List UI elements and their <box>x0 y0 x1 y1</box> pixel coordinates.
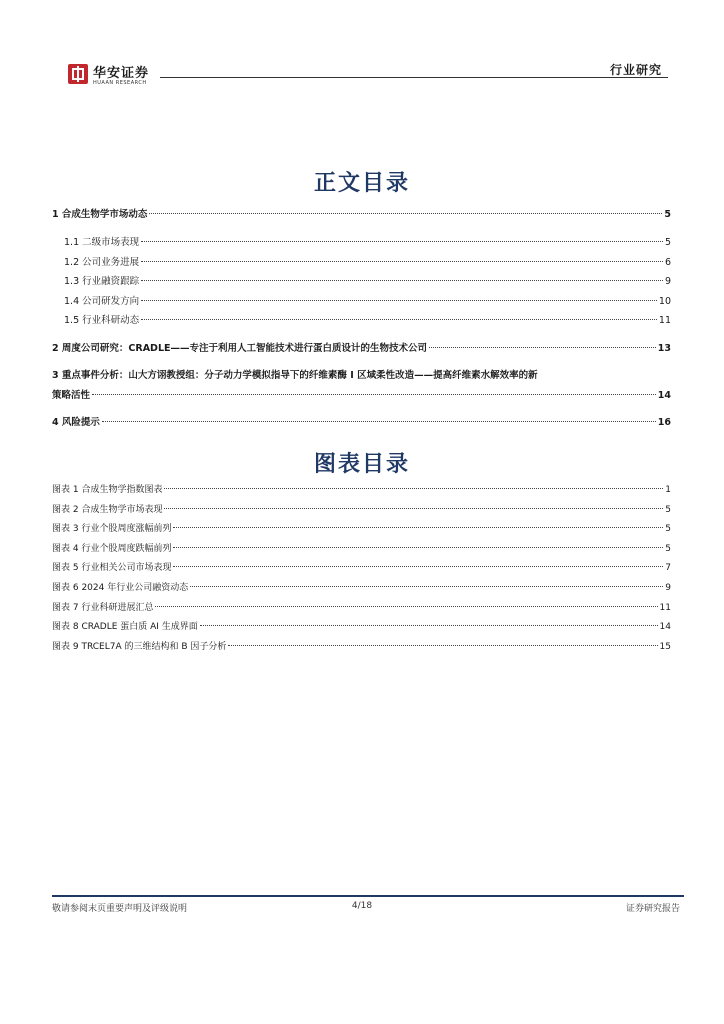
figure-entry[interactable] <box>52 523 671 535</box>
toc-entry-label: 4 风险提示 <box>52 417 100 428</box>
footer-report-type: 证券研究报告 <box>625 904 680 914</box>
toc-entry[interactable] <box>52 343 671 355</box>
toc-entry[interactable] <box>52 237 671 249</box>
toc-entry-page: 5 <box>664 237 671 248</box>
figure-entry[interactable] <box>52 602 671 614</box>
brand-name: 华安证券 <box>93 66 150 81</box>
leader-dots <box>228 645 657 646</box>
toc-entry-page: 14 <box>657 390 671 401</box>
report-section: 行业研究 <box>609 63 662 77</box>
leader-dots <box>173 527 663 528</box>
toc-title: 正文目录 <box>313 170 410 196</box>
figure-entry-label: 图表 8 CRADLE 蛋白质 AI 生成界面 <box>52 622 198 632</box>
figure-entry-page: 11 <box>659 603 671 613</box>
leader-dots <box>102 421 656 422</box>
leader-dots <box>149 213 662 214</box>
leader-dots <box>164 488 663 489</box>
leader-dots <box>429 347 656 348</box>
toc-entry[interactable] <box>52 315 671 327</box>
figure-entry-label: 图表 2 合成生物学市场表现 <box>52 505 163 515</box>
leader-dots <box>92 394 656 395</box>
page-number: 4/18 <box>351 901 373 911</box>
figure-entry-page: 5 <box>665 524 671 534</box>
figure-entry-page: 15 <box>659 642 671 652</box>
toc-entry[interactable] <box>52 276 671 288</box>
toc-entry-page: 16 <box>657 417 671 428</box>
toc-entry-page: 9 <box>664 276 671 287</box>
figure-entry[interactable] <box>52 543 671 555</box>
footer-divider <box>52 895 684 897</box>
toc-entry[interactable] <box>52 209 671 221</box>
figure-entry[interactable] <box>52 641 671 653</box>
toc-entry-label: 1.4 公司研发方向 <box>64 296 140 307</box>
toc-entry-label-line1[interactable]: 3 重点事件分析：山大方诩教授组：分子动力学模拟指导下的纤维素酶 I 区域柔性改造——提高纤维素水解效率的新 <box>52 370 538 381</box>
figure-entry-label: 图表 7 行业科研进展汇总 <box>52 603 154 613</box>
leader-dots <box>141 280 663 281</box>
toc-entry-label: 策略活性 <box>52 390 91 401</box>
header-divider <box>160 77 668 78</box>
figure-entry-label: 图表 4 行业个股周度跌幅前列 <box>52 544 172 554</box>
figure-entry-page: 9 <box>665 583 671 593</box>
toc-entry-label: 1.1 二级市场表现 <box>64 237 140 248</box>
figure-entry-page: 5 <box>665 505 671 515</box>
leader-dots <box>141 241 663 242</box>
toc-entry-page: 13 <box>657 343 671 354</box>
toc-entry-page: 10 <box>658 296 671 307</box>
page-header <box>0 0 724 90</box>
figure-entry[interactable] <box>52 562 671 574</box>
toc-entry-label: 1.2 公司业务进展 <box>64 257 140 268</box>
toc-entry[interactable] <box>52 417 671 429</box>
figure-entry[interactable] <box>52 582 671 594</box>
toc-entry-page: 11 <box>658 315 671 326</box>
toc-entry-label: 1.5 行业科研动态 <box>64 315 140 326</box>
toc-entry-label: 2 周度公司研究：CRADLE——专注于利用人工智能技术进行蛋白质设计的生物技术公司 <box>52 343 427 354</box>
figure-entry-page: 1 <box>665 485 671 495</box>
toc-entry-label: 1 合成生物学市场动态 <box>52 209 148 220</box>
figure-entry[interactable] <box>52 621 671 633</box>
toc-entry-page: 5 <box>664 209 671 220</box>
toc-entry-page: 6 <box>664 257 671 268</box>
figure-entry-label: 图表 1 合成生物学指数图表 <box>52 485 163 495</box>
brand-name-en: HUAAN RESEARCH <box>93 80 147 86</box>
figure-entry-label: 图表 6 2024 年行业公司融资动态 <box>52 583 189 593</box>
leader-dots <box>173 547 663 548</box>
footer-disclaimer: 敬请参阅末页重要声明及评级说明 <box>52 904 188 914</box>
toc-entry-label: 1.3 行业融资跟踪 <box>64 276 140 287</box>
figure-entry[interactable] <box>52 484 671 496</box>
leader-dots <box>164 508 663 509</box>
leader-dots <box>141 300 657 301</box>
figure-entry-label: 图表 5 行业相关公司市场表现 <box>52 563 172 573</box>
figure-entry-label: 图表 3 行业个股周度涨幅前列 <box>52 524 172 534</box>
leader-dots <box>173 566 663 567</box>
figure-entry-page: 5 <box>665 544 671 554</box>
toc-entry[interactable] <box>52 257 671 269</box>
figure-entry[interactable] <box>52 504 671 516</box>
toc-entry[interactable] <box>52 296 671 308</box>
leader-dots <box>155 606 657 607</box>
figure-entry-page: 7 <box>665 563 671 573</box>
huaan-logo-icon <box>68 64 88 84</box>
figures-title: 图表目录 <box>313 451 410 477</box>
toc-entry[interactable] <box>52 390 671 402</box>
figure-entry-page: 14 <box>659 622 671 632</box>
leader-dots <box>141 319 657 320</box>
figure-entry-label: 图表 9 TRCEL7A 的三维结构和 B 因子分析 <box>52 642 227 652</box>
leader-dots <box>141 261 663 262</box>
leader-dots <box>190 586 663 587</box>
leader-dots <box>200 625 658 626</box>
